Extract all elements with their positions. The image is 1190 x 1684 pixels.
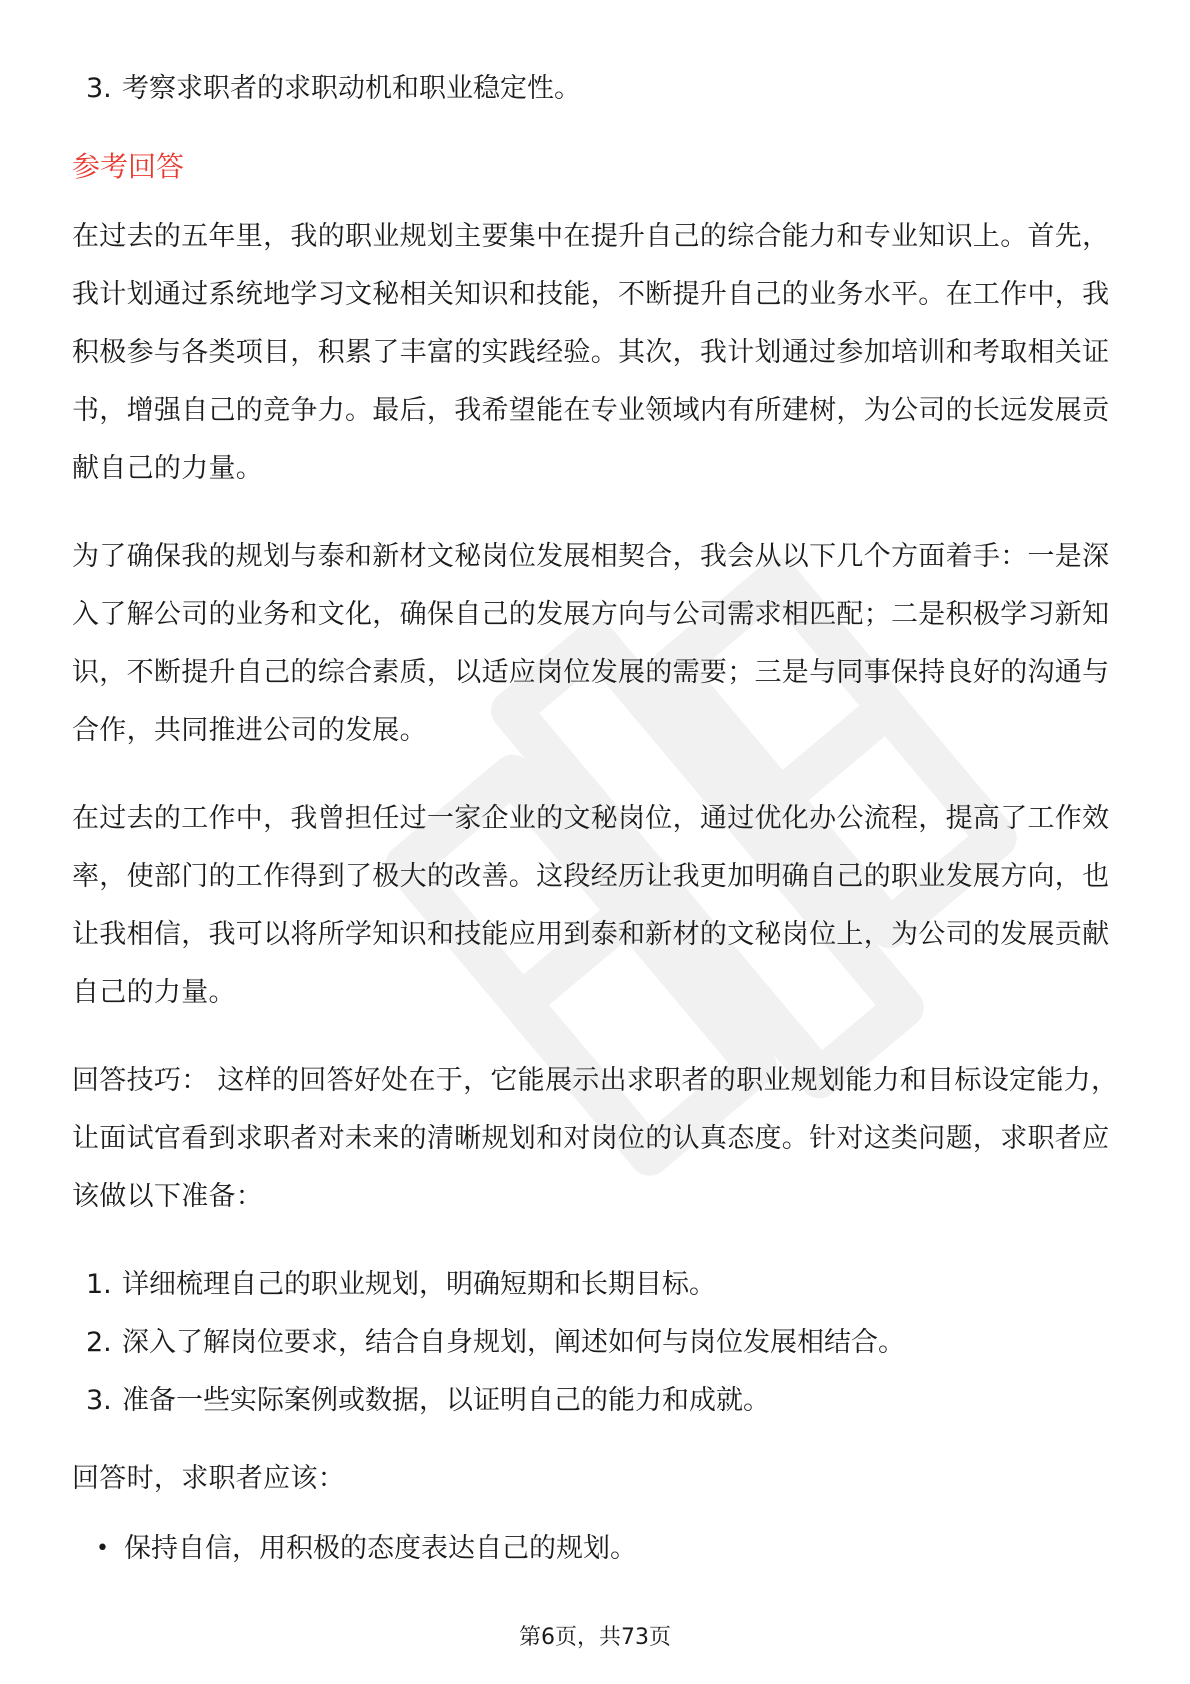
list-item [72, 1372, 1122, 1430]
paragraph-alignment: 为了确保我的规划与泰和新材文秘岗位发展相契合，我会从以下几个方面着手：一是深入了解公司的业务和文化，确保自己的发展方向与公司需求相匹配；二是积极学习新知识，不断提升自己的综合素质，以适应岗位发展的需要；三是与同事保持良好的沟通与合作，共同推进公司的发展。 [72, 541, 1110, 746]
paragraph-career-plan: 在过去的五年里，我的职业规划主要集中在提升自己的综合能力和专业知识上。首先，我计划通过系统地学习文秘相关知识和技能，不断提升自己的业务水平。在工作中，我积极参与各类项目，积累了丰富的实践经验。其次，我计划通过参加培训和考取相关证书，增强自己的竞争力。最后，我希望能在专业领域内有所建树，为公司的长远发展贡献自己的力量。 [72, 221, 1110, 484]
bullet-icon: • [96, 1536, 109, 1561]
list-item [72, 1520, 1122, 1578]
bullet-list [72, 1520, 1122, 1578]
list-text: 深入了解岗位要求，结合自身规划，阐述如何与岗位发展相结合。 [122, 1327, 905, 1358]
reference-answer-heading: 参考回答 [72, 150, 185, 183]
list-item [72, 1256, 1122, 1314]
preparation-list [72, 1256, 1122, 1430]
document-page [72, 60, 1122, 1598]
paragraph-tips: 回答技巧： 这样的回答好处在于，它能展示出求职者的职业规划能力和目标设定能力，让面试官看到求职者对未来的清晰规划和对岗位的认真态度。针对这类问题，求职者应该做以下准备： [72, 1065, 1119, 1212]
page-footer: 第6页，共73页 [519, 1625, 671, 1650]
intro-list [72, 60, 1122, 118]
list-number: 3. [86, 73, 112, 104]
list-number: 2. [86, 1327, 112, 1358]
list-text: 详细梳理自己的职业规划，明确短期和长期目标。 [122, 1269, 716, 1300]
list-item [72, 1314, 1122, 1372]
list-number: 3. [86, 1385, 112, 1416]
list-text: 准备一些实际案例或数据，以证明自己的能力和成就。 [122, 1385, 770, 1416]
list-text: 考察求职者的求职动机和职业稳定性。 [122, 73, 581, 104]
list-item [72, 60, 1122, 118]
paragraph-experience: 在过去的工作中，我曾担任过一家企业的文秘岗位，通过优化办公流程，提高了工作效率，使部门的工作得到了极大的改善。这段经历让我更加明确自己的职业发展方向，也让我相信，我可以将所学知识和技能应用到泰和新材的文秘岗位上，为公司的发展贡献自己的力量。 [72, 803, 1110, 1008]
list-number: 1. [86, 1269, 112, 1300]
list-text: 保持自信，用积极的态度表达自己的规划。 [124, 1533, 637, 1564]
paragraph-answer-intro: 回答时，求职者应该： [72, 1463, 345, 1494]
